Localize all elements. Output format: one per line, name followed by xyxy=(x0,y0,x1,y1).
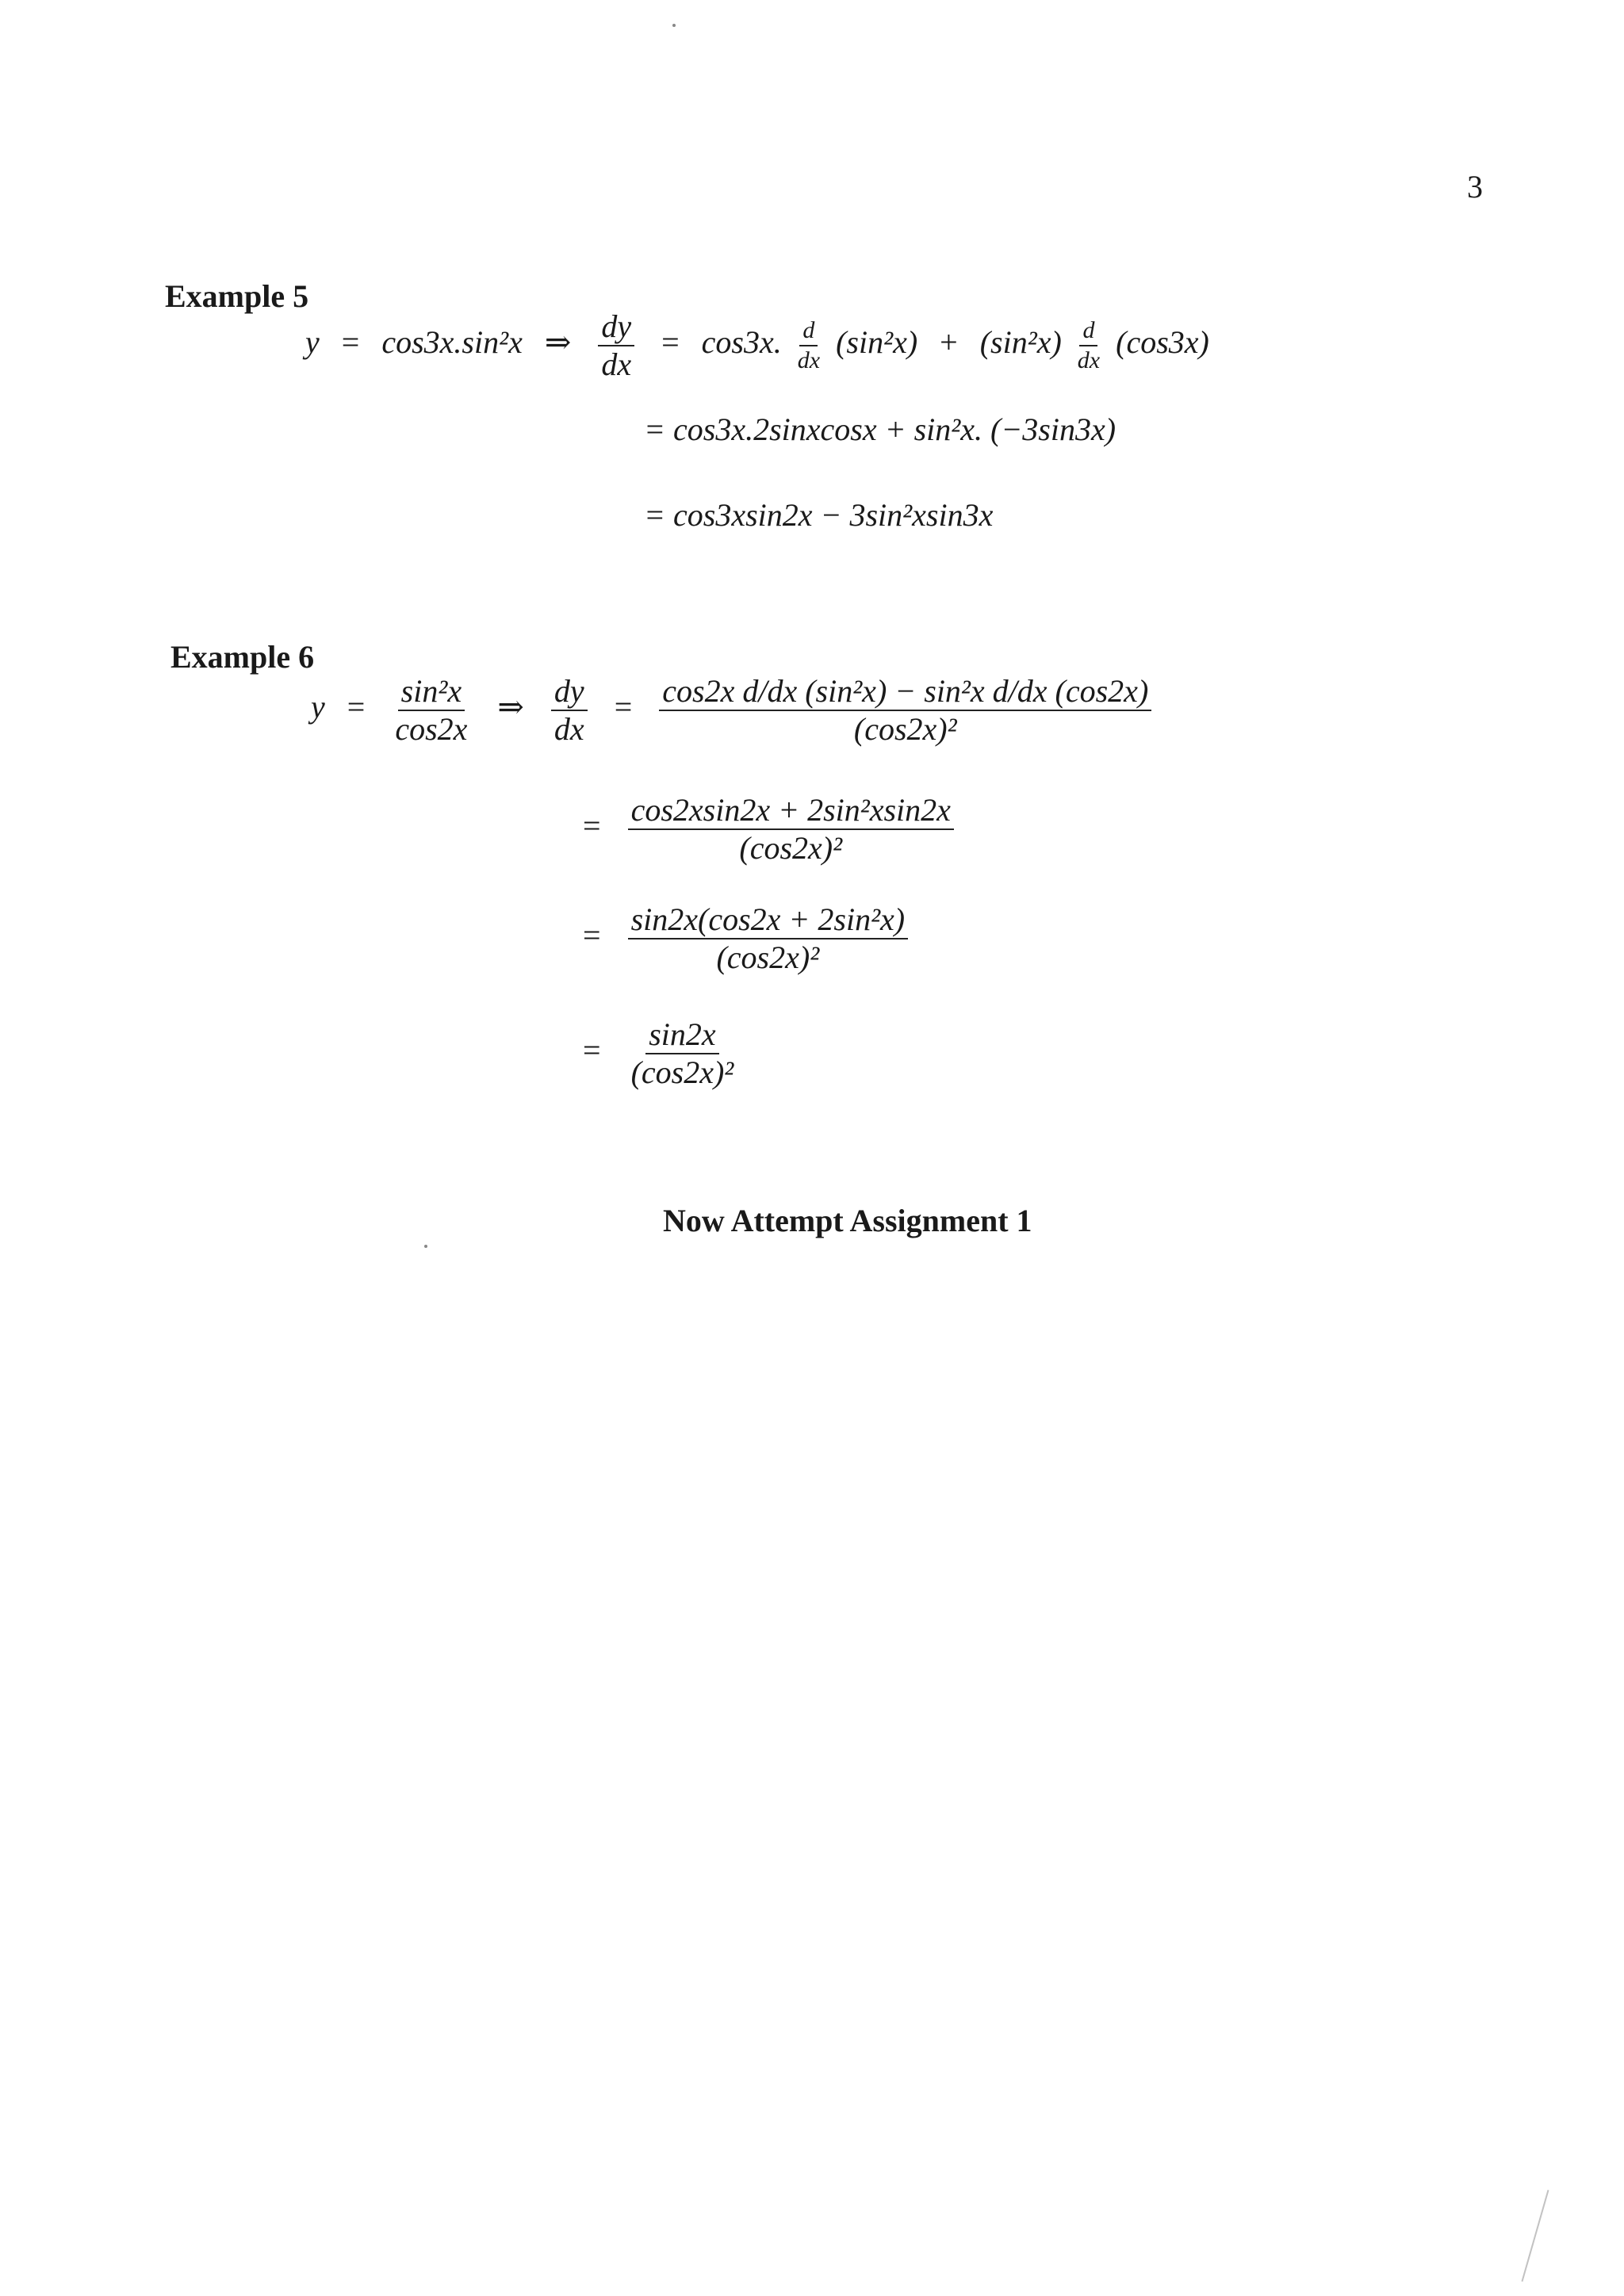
fraction-denominator: (cos2x)² xyxy=(630,1054,734,1090)
fraction-denominator: (cos2x)² xyxy=(853,711,957,747)
quotient-rule-fraction xyxy=(659,675,1151,745)
example-5-line-3: = cos3xsin2x − 3sin²xsin3x xyxy=(644,497,994,533)
fraction-numerator: sin2x xyxy=(645,1019,718,1054)
fraction-numerator: cos2xsin2x + 2sin²xsin2x xyxy=(628,794,954,830)
term: (sin²x) xyxy=(836,324,918,361)
equals-sign: = xyxy=(347,689,366,725)
var-y: y xyxy=(311,689,325,725)
scan-speck xyxy=(672,24,676,27)
d-numerator: d xyxy=(799,319,818,346)
page-number: 3 xyxy=(1467,169,1483,205)
term: cos3x. xyxy=(701,324,782,361)
function-expression: cos3x.sin²x xyxy=(381,324,523,361)
equals-sign: = xyxy=(583,808,601,844)
d-dx-operator xyxy=(795,319,823,373)
dy-numerator: dy xyxy=(598,311,634,346)
dx-denominator: dx xyxy=(797,347,821,373)
assignment-note: Now Attempt Assignment 1 xyxy=(663,1203,1032,1238)
term: (sin²x) xyxy=(979,324,1062,361)
term: (cos3x) xyxy=(1116,324,1209,361)
equals-sign: = xyxy=(341,324,360,361)
dx-denominator: dx xyxy=(601,346,632,382)
example-6-line-2 xyxy=(583,794,959,864)
dy-dx-fraction xyxy=(598,308,634,382)
equals-sign: = xyxy=(583,917,601,954)
dy-numerator: dy xyxy=(551,675,588,711)
fraction xyxy=(628,901,909,975)
fraction-denominator: (cos2x)² xyxy=(716,939,820,975)
fraction-denominator: cos2x xyxy=(395,711,468,747)
example-5-line-2: = cos3x.2sinxcosx + sin²x. (−3sin3x) xyxy=(644,411,1116,447)
d-dx-operator xyxy=(1074,319,1103,373)
fraction-numerator: cos2x d/dx (sin²x) − sin²x d/dx (cos2x) xyxy=(659,675,1151,711)
example-5-line-1 xyxy=(305,308,1209,382)
fraction-numerator: sin2x(cos2x + 2sin²x) xyxy=(628,904,909,939)
fraction xyxy=(628,1016,737,1090)
dy-dx-fraction xyxy=(551,675,588,745)
plus-sign: + xyxy=(940,324,958,361)
fraction-denominator: (cos2x)² xyxy=(739,830,843,866)
example-6-line-1 xyxy=(311,675,1156,745)
implies-arrow: ⇒ xyxy=(544,324,572,361)
d-numerator: d xyxy=(1079,319,1097,346)
example-6-line-4 xyxy=(583,1016,741,1090)
fraction-numerator: sin²x xyxy=(398,675,465,711)
scan-speck xyxy=(424,1245,427,1248)
equals-sign: = xyxy=(583,1032,601,1069)
example-5-heading: Example 5 xyxy=(165,278,309,314)
implies-arrow: ⇒ xyxy=(497,689,524,725)
fraction xyxy=(628,794,954,864)
example-6-line-3 xyxy=(583,901,913,975)
dx-denominator: dx xyxy=(553,711,584,747)
dx-denominator: dx xyxy=(1077,347,1101,373)
scan-artifact-line xyxy=(1522,2190,1549,2282)
sin-over-cos-fraction xyxy=(392,675,470,745)
equals-sign: = xyxy=(661,324,680,361)
var-y: y xyxy=(305,324,320,361)
equals-sign: = xyxy=(614,689,633,725)
example-6-heading: Example 6 xyxy=(170,639,315,675)
